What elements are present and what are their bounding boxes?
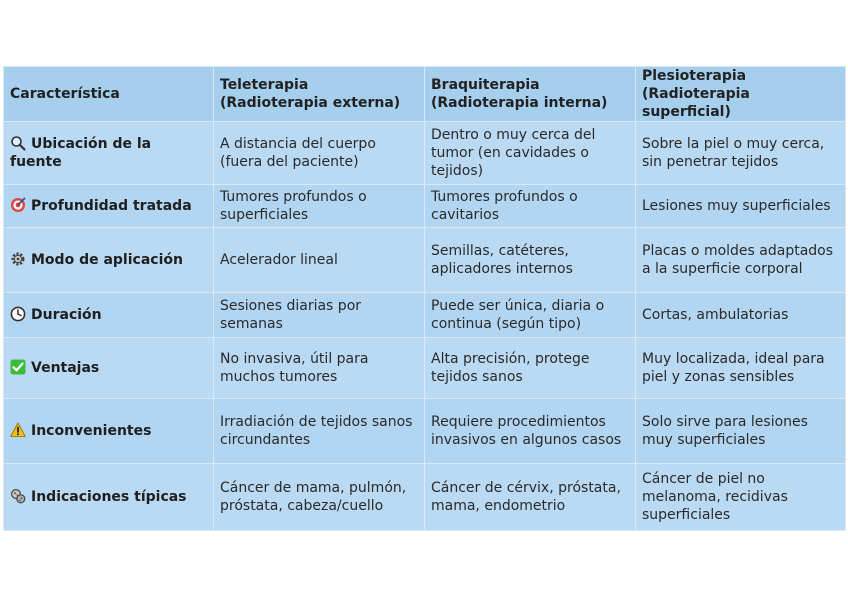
teleterapia-cell: No invasiva, útil para muchos tumores xyxy=(214,338,425,399)
plesioterapia-cell: Muy localizada, ideal para piel y zonas sensibles xyxy=(636,338,846,399)
table-row xyxy=(4,399,846,464)
feature-cell xyxy=(4,464,214,531)
header-plesioterapia: Plesioterapia (Radioterapia superficial) xyxy=(636,67,846,122)
braquiterapia-cell: Puede ser única, diaria o continua (según tipo) xyxy=(425,293,636,338)
plesioterapia-cell: Lesiones muy superficiales xyxy=(636,185,846,228)
plesioterapia-cell: Sobre la piel o muy cerca, sin penetrar tejidos xyxy=(636,122,846,185)
feature-label: Modo de aplicación xyxy=(31,252,183,268)
teleterapia-cell: A distancia del cuerpo (fuera del paciente) xyxy=(214,122,425,185)
braquiterapia-cell: Requiere procedimientos invasivos en algunos casos xyxy=(425,399,636,464)
table-row xyxy=(4,185,846,228)
braquiterapia-cell: Dentro o muy cerca del tumor (en cavidades o tejidos) xyxy=(425,122,636,185)
feature-cell xyxy=(4,122,214,185)
feature-cell xyxy=(4,228,214,293)
radiotherapy-comparison-table xyxy=(3,66,846,531)
clock-icon xyxy=(10,306,26,322)
table-row xyxy=(4,293,846,338)
magnifier-icon xyxy=(10,135,26,151)
table-row xyxy=(4,338,846,399)
plesioterapia-cell: Placas o moldes adaptados a la superficie corporal xyxy=(636,228,846,293)
table-header-row xyxy=(4,67,846,122)
header-braquiterapia: Braquiterapia (Radioterapia interna) xyxy=(425,67,636,122)
feature-label: Duración xyxy=(31,307,102,323)
braquiterapia-cell: Semillas, catéteres, aplicadores internos xyxy=(425,228,636,293)
plesioterapia-cell: Cáncer de piel no melanoma, recidivas superficiales xyxy=(636,464,846,531)
teleterapia-cell: Irradiación de tejidos sanos circundantes xyxy=(214,399,425,464)
header-teleterapia: Teleterapia (Radioterapia externa) xyxy=(214,67,425,122)
microbe-icon xyxy=(10,488,26,504)
braquiterapia-cell: Tumores profundos o cavitarios xyxy=(425,185,636,228)
plesioterapia-cell: Cortas, ambulatorias xyxy=(636,293,846,338)
table-row xyxy=(4,464,846,531)
braquiterapia-cell: Cáncer de cérvix, próstata, mama, endometrio xyxy=(425,464,636,531)
warning-icon xyxy=(10,422,26,438)
feature-label: Ventajas xyxy=(31,360,100,376)
feature-cell xyxy=(4,293,214,338)
feature-label: Ubicación de la fuente xyxy=(10,136,152,170)
table-row xyxy=(4,228,846,293)
feature-label: Inconvenientes xyxy=(31,423,152,439)
table-row xyxy=(4,122,846,185)
feature-cell xyxy=(4,185,214,228)
check-icon xyxy=(10,359,26,375)
header-caracteristica: Característica xyxy=(4,67,214,122)
braquiterapia-cell: Alta precisión, protege tejidos sanos xyxy=(425,338,636,399)
feature-cell xyxy=(4,338,214,399)
teleterapia-cell: Cáncer de mama, pulmón, próstata, cabeza/cuello xyxy=(214,464,425,531)
teleterapia-cell: Sesiones diarias por semanas xyxy=(214,293,425,338)
teleterapia-cell: Acelerador lineal xyxy=(214,228,425,293)
feature-label: Indicaciones típicas xyxy=(31,489,187,505)
target-icon xyxy=(10,197,26,213)
plesioterapia-cell: Solo sirve para lesiones muy superficiales xyxy=(636,399,846,464)
feature-cell xyxy=(4,399,214,464)
feature-label: Profundidad tratada xyxy=(31,198,192,214)
teleterapia-cell: Tumores profundos o superficiales xyxy=(214,185,425,228)
gear-icon xyxy=(10,251,26,267)
